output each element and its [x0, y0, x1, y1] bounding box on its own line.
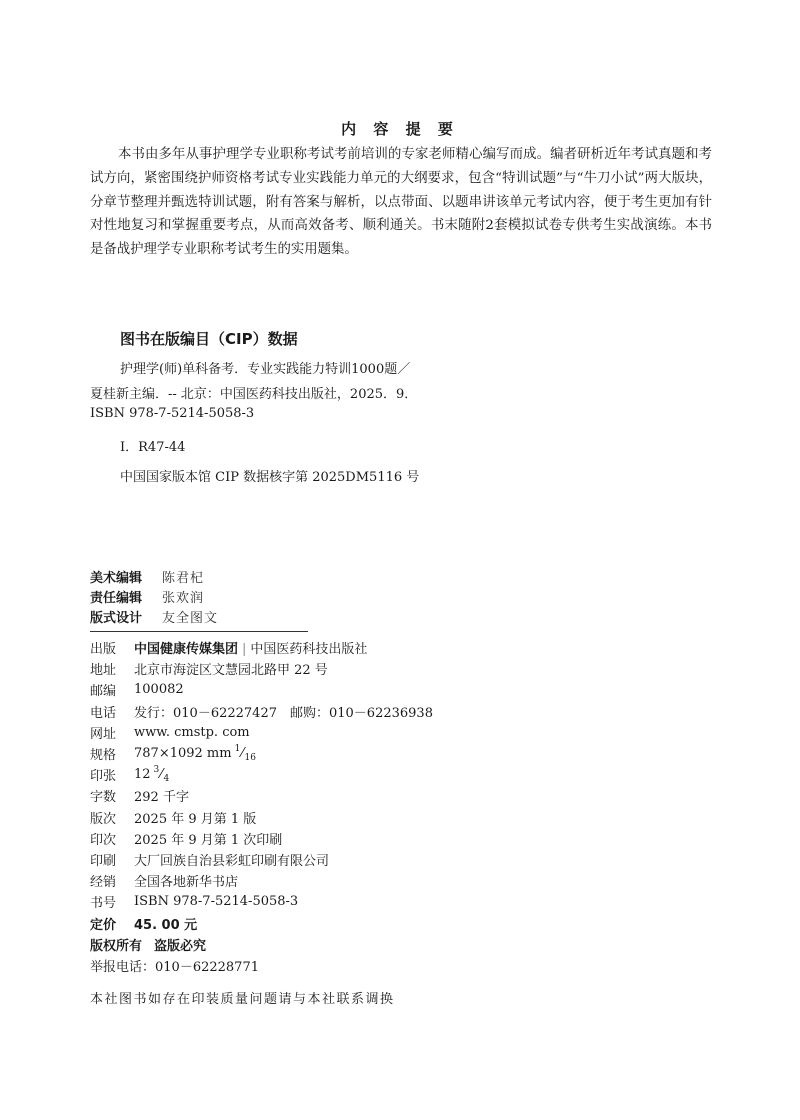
report-row — [90, 955, 433, 976]
pub-label: 印次 — [90, 832, 117, 848]
address-value: 北京市海淀区文慧园北路甲 22 号 — [134, 663, 328, 679]
credit-value: 友全图文 — [162, 610, 219, 626]
pub-label: 印张 — [90, 769, 117, 785]
price-value: 45. 00 元 — [134, 917, 198, 933]
pub-label: 版次 — [90, 811, 117, 827]
credit-label: 版式设计 — [90, 610, 143, 626]
publisher-name: 中国医药科技出版社 — [250, 642, 368, 658]
credit-value: 陈君杞 — [162, 570, 205, 586]
pub-label: 地址 — [90, 663, 117, 679]
pub-label: 规格 — [90, 748, 117, 764]
printer-value: 大厂回族自治县彩虹印刷有限公司 — [134, 853, 330, 869]
format-size: 787×1092 mm — [134, 746, 232, 762]
fraction-slash: ⁄ — [160, 767, 163, 783]
quality-notice: 本社图书如存在印装质量问题请与本社联系调换 — [90, 992, 395, 1007]
format-numerator: 1 — [234, 744, 241, 755]
credit-label: 责任编辑 — [90, 590, 143, 606]
credit-layout-design — [90, 606, 218, 626]
credits-block — [90, 566, 218, 626]
words-row — [90, 785, 433, 806]
pub-label: 字数 — [90, 790, 117, 806]
pub-label: 电话 — [90, 705, 117, 721]
price-row — [90, 912, 433, 933]
credit-label: 美术编辑 — [90, 570, 143, 586]
cip-classification: Ⅰ．R47-44 — [120, 440, 186, 455]
postcode-row — [90, 679, 433, 700]
sheets-whole: 12 — [134, 767, 151, 783]
cip-author-line: 夏桂新主编．-- 北京：中国医药科技出版社，2025．9． — [90, 387, 418, 402]
printing-value: 2025 年 9 月第 1 次印刷 — [134, 832, 283, 848]
pub-label: 印刷 — [90, 853, 117, 869]
report-phone: 举报电话：010－62228771 — [90, 959, 259, 975]
sheets-denominator: 4 — [163, 774, 170, 785]
printer-row — [90, 849, 433, 870]
credit-responsible-editor — [90, 586, 218, 606]
pub-label: 出版 — [90, 642, 117, 658]
pub-label: 定价 — [90, 917, 117, 933]
publisher-separator: | — [242, 642, 247, 658]
edition-value: 2025 年 9 月第 1 版 — [134, 811, 257, 827]
summary-title: 内 容 提 要 — [341, 120, 459, 138]
edition-row — [90, 807, 433, 828]
cip-isbn-line: ISBN 978-7-5214-5058-3 — [90, 406, 255, 421]
publisher-value — [134, 638, 367, 657]
website-value: www. cmstp. com — [134, 724, 250, 740]
pub-label: 书号 — [90, 896, 117, 912]
sheets-value — [134, 765, 169, 784]
phone-value: 发行：010－62227427 邮购：010－62236938 — [134, 705, 433, 721]
pub-label: 经销 — [90, 875, 117, 891]
format-value — [134, 744, 256, 763]
distributor-value: 全国各地新华书店 — [134, 875, 239, 891]
website-row — [90, 722, 433, 743]
publication-info — [90, 637, 433, 976]
rights-label: 版权所有 — [90, 938, 143, 954]
printing-row — [90, 828, 433, 849]
rights-row — [90, 934, 433, 955]
publisher-row — [90, 637, 433, 658]
phone-row — [90, 701, 433, 722]
publisher-group: 中国健康传媒集团 — [134, 642, 239, 658]
credit-value: 张欢润 — [162, 590, 205, 606]
rights-value: 盗版必究 — [154, 938, 207, 954]
fraction-slash: ⁄ — [241, 746, 244, 762]
cip-title-line: 护理学(师)单科备考．专业实践能力特训1000题／ — [120, 362, 411, 377]
sheets-row — [90, 764, 433, 785]
distributor-row — [90, 870, 433, 891]
format-row — [90, 743, 433, 764]
format-denominator: 16 — [244, 753, 256, 764]
summary-paragraph: 本书由多年从事护理学专业职称考试考前培训的专家老师精心编写而成。编者研析近年考试真题和考试方向，紧密围绕护师资格考试专业实践能力单元的大纲要求，包含“特训试题”与“牛刀小试”两大版块，分章节整理并甄选特训试题，附有答案与解析，以点带面、以题串讲该单元考试内容，便于考生更加有针对性地复习和掌握重要考点，从而高效备考、顺利通关。书末随附2套模拟试卷专供考生实战演练。本书是备战护理学专业职称考试考生的实用题集。 — [90, 147, 712, 258]
isbn-value: ISBN 978-7-5214-5058-3 — [134, 894, 299, 910]
credit-art-editor — [90, 566, 218, 586]
cip-heading: 图书在版编目（CIP）数据 — [120, 330, 298, 348]
postcode-value: 100082 — [134, 682, 184, 698]
divider — [90, 631, 308, 632]
pub-label: 邮编 — [90, 684, 117, 700]
words-value: 292 千字 — [134, 790, 189, 806]
sheets-numerator: 3 — [153, 765, 160, 776]
cip-record-number: 中国国家版本馆 CIP 数据核字第 2025DM5116 号 — [120, 470, 420, 485]
address-row — [90, 658, 433, 679]
isbn-row — [90, 891, 433, 912]
pub-label: 网址 — [90, 726, 117, 742]
